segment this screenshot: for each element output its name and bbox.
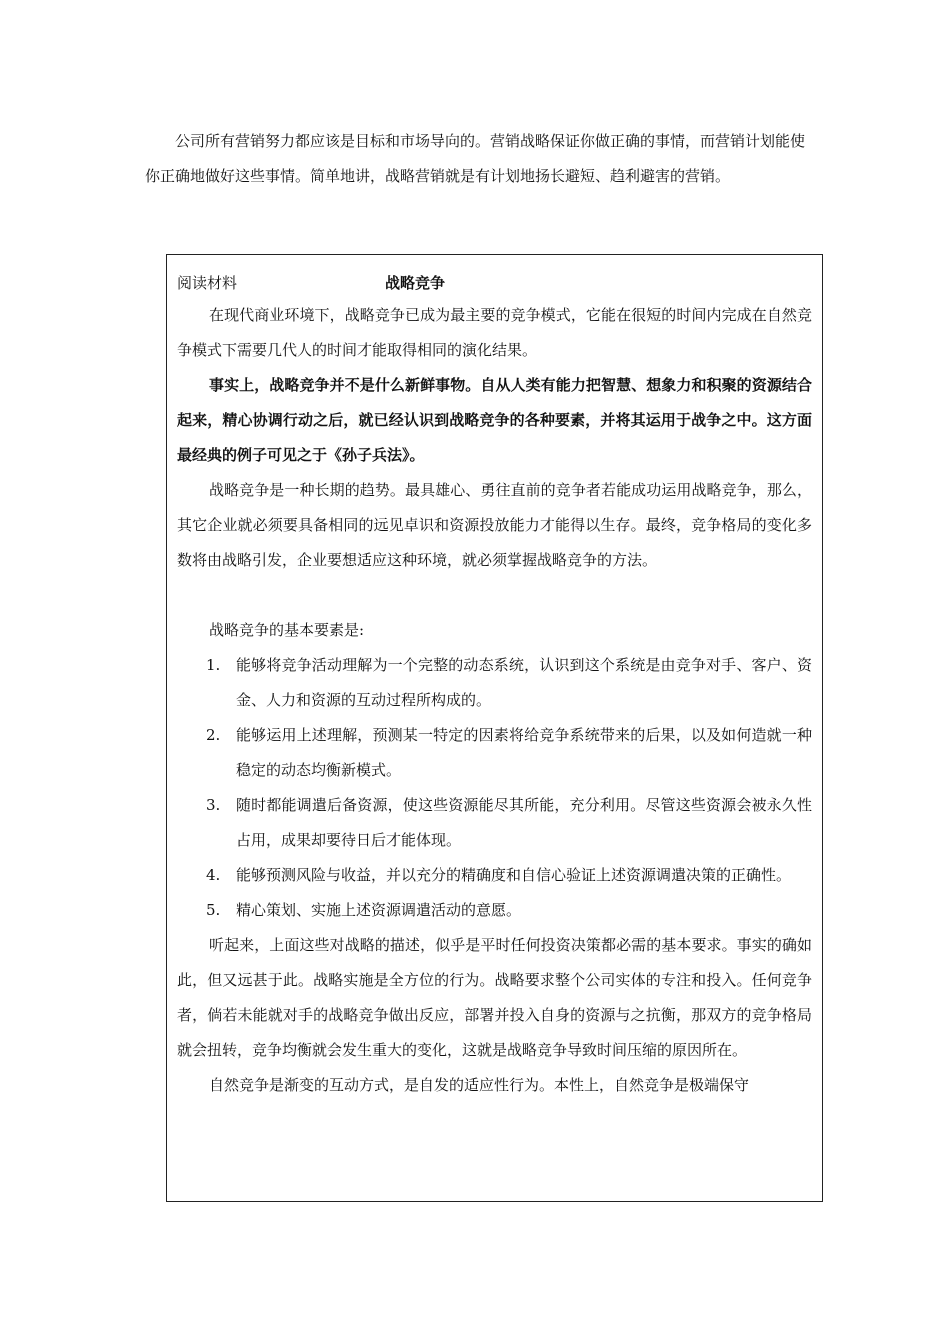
reading-label: 阅读材料 (177, 274, 238, 292)
intro-paragraph: 公司所有营销努力都应该是目标和市场导向的。营销战略保证你做正确的事情，而营销计划能使你正确地做好这些事情。简单地讲，战略营销就是有计划地扬长避短、趋利避害的营销。 (145, 132, 806, 185)
list-item: 2. 能够运用上述理解，预测某一特定的因素将给竞争系统带来的后果，以及如何造就一种稳定的动态均衡新模式。 (206, 726, 812, 779)
paragraph-5: 自然竞争是渐变的互动方式，是自发的适应性行为。本性上，自然竞争是极端保守 (209, 1076, 750, 1094)
reading-title: 战略竞争 (385, 274, 446, 292)
requirements-intro: 战略竞争的基本要素是: (209, 621, 365, 639)
blank-line (177, 578, 812, 613)
requirements-list (177, 648, 812, 928)
paragraph-1: 在现代商业环境下，战略竞争已成为最主要的竞争模式，它能在很短的时间内完成在自然竞争模式下需要几代人的时间才能取得相同的演化结果。 (177, 306, 812, 359)
paragraph-2: 事实上，战略竞争并不是什么新鲜事物。自从人类有能力把智慧、想象力和积聚的资源结合起来，精心协调行动之后，就已经认识到战略竞争的各种要素，并将其运用于战争之中。这方面最经典的例子可见之于《孙子兵法》。 (177, 376, 812, 464)
list-item: 3. 随时都能调遣后备资源，使这些资源能尽其所能，充分利用。尽管这些资源会被永久性占用，成果却要待日后才能体现。 (206, 796, 812, 849)
reading-material-box (166, 254, 823, 1202)
list-item: 1. 能够将竞争活动理解为一个完整的动态系统，认识到这个系统是由竞争对手、客户、资金、人力和资源的互动过程所构成的。 (206, 656, 812, 709)
reading-header (177, 268, 812, 298)
paragraph-3: 战略竞争是一种长期的趋势。最具雄心、勇往直前的竞争者若能成功运用战略竞争，那么，其它企业就必须要具备相同的远见卓识和资源投放能力才能得以生存。最终，竞争格局的变化多数将由战略引发，企业要想适应这种环境，就必须掌握战略竞争的方法。 (177, 481, 812, 569)
list-item: 5. 精心策划、实施上述资源调遣活动的意愿。 (206, 901, 522, 919)
paragraph-4: 听起来，上面这些对战略的描述，似乎是平时任何投资决策都必需的基本要求。事实的确如此，但又远甚于此。战略实施是全方位的行为。战略要求整个公司实体的专注和投入。任何竞争者，倘若未能就对手的战略竞争做出反应，部署并投入自身的资源与之抗衡，那双方的竞争格局就会扭转，竞争均衡就会发生重大的变化，这就是战略竞争导致时间压缩的原因所在。 (177, 936, 812, 1059)
list-item: 4. 能够预测风险与收益，并以充分的精确度和自信心验证上述资源调遣决策的正确性。 (206, 866, 792, 884)
